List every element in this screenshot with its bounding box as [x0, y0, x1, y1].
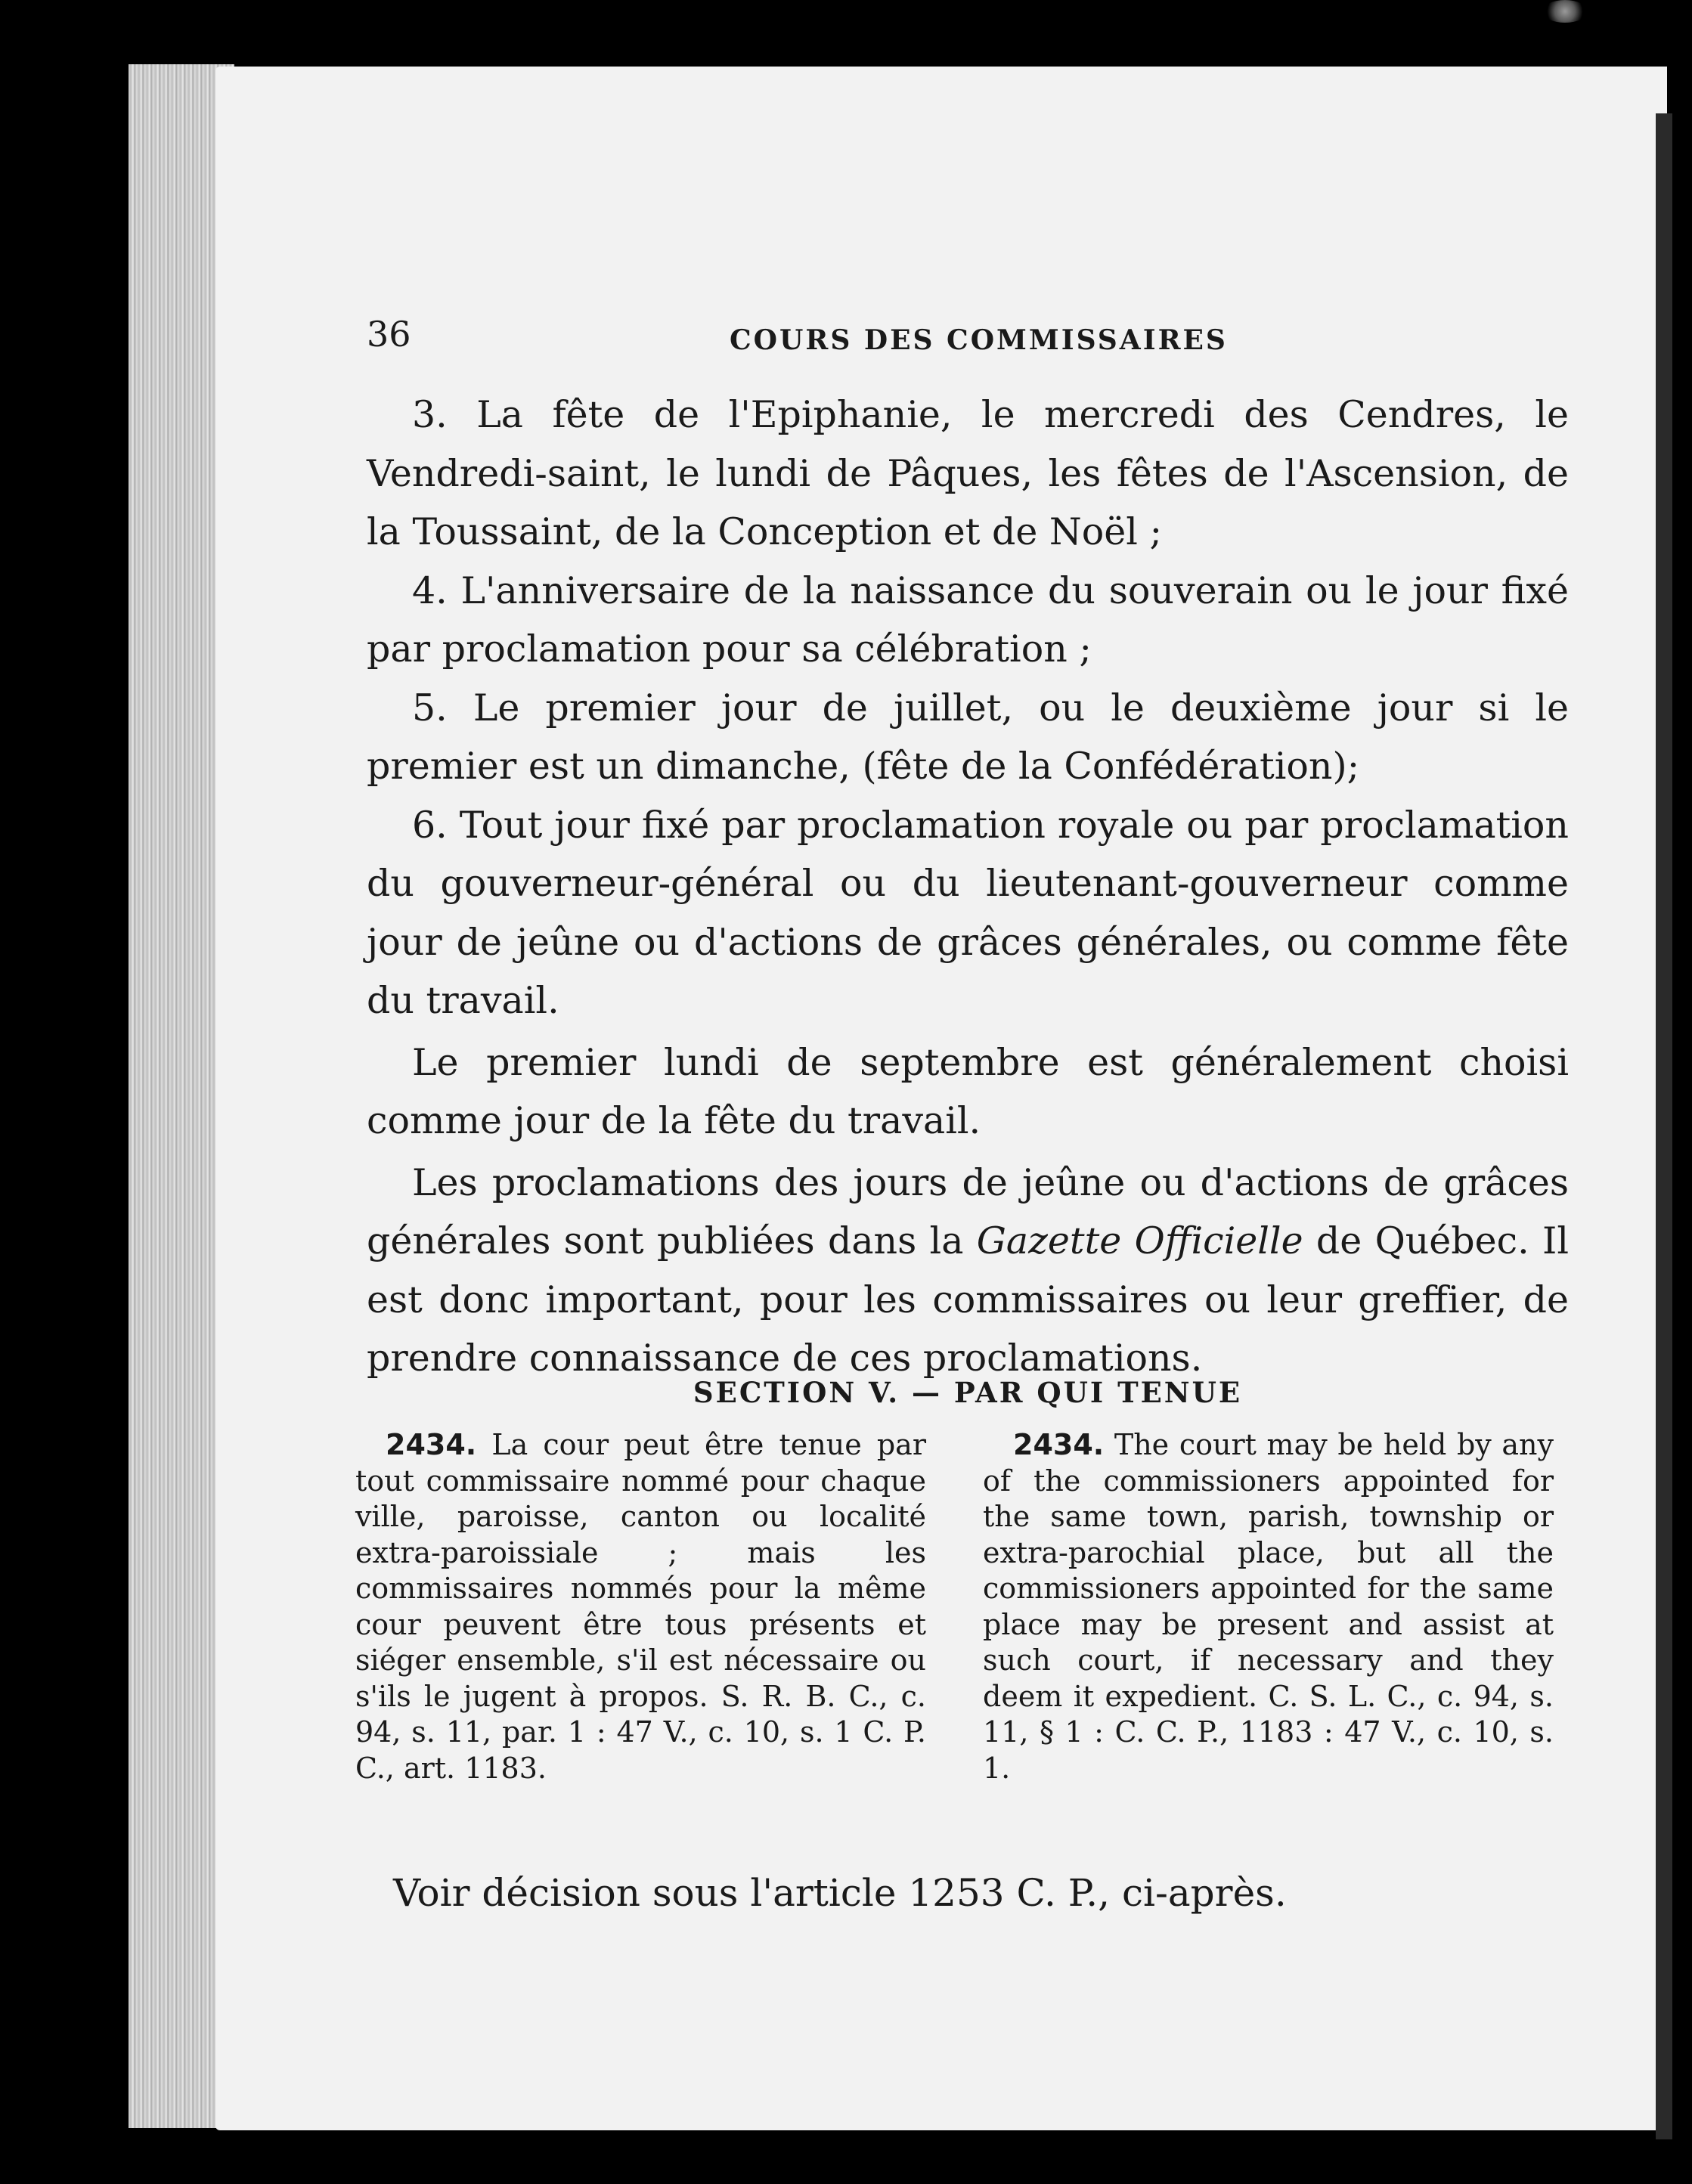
article-french — [355, 1427, 926, 1786]
paragraph-labor-day: Le premier lundi de septembre est généralement choisi comme jour de la fête du travail. — [367, 1040, 1569, 1142]
footnote: Voir décision sous l'article 1253 C. P., ci-après. — [393, 1871, 1287, 1915]
item-6: 6. Tout jour fixé par proclamation royale ou par proclamation du gouverneur-général ou du lieutenant-gouverneur comme jour de jeûne ou d'actions de grâces générales, ou comme fête du travail. — [367, 803, 1569, 1022]
article-en-text: The court may be held by any of the commissioners appointed for the same town, parish, township or extra-parochial place, but all the commissioners appointed for the same place may be present and assist at such court, if necessary and they deem it expedient. C. S. L. C., c. 94, s. 11, § 1 : C. C. P., 1183 : 47 V., c. 10, s. 1. — [983, 1428, 1554, 1785]
paragraph-gazette — [367, 1154, 1569, 1388]
article-english — [983, 1427, 1554, 1786]
page-number: 36 — [367, 314, 411, 355]
item-3: 3. La fête de l'Epiphanie, le mercredi des Cendres, le Vendredi-saint, le lundi de Pâques, les fêtes de l'Ascension, de la Toussaint, de la Conception et de Noël ; — [367, 393, 1569, 553]
article-fr-paragraph — [355, 1427, 926, 1786]
item-5: 5. Le premier jour de juillet, ou le deuxième jour si le premier est un dimanche, (fête de la Confédération); — [367, 686, 1569, 788]
scan-speck — [1542, 0, 1588, 23]
article-fr-text: La cour peut être tenue par tout commissaire nommé pour chaque ville, paroisse, canton ou localité extra-paroissiale ; mais les commissaires nommés pour la même cour peuvent être tous présents et siéger ensemble, s'il est nécessaire ou s'ils le jugent à propos. S. R. B. C., c. 94, s. 11, par. 1 : 47 V., c. 10, s. 1 C. P. C., art. 1183. — [355, 1428, 926, 1785]
item-4: 4. L'anniversaire de la naissance du souverain ou le jour fixé par proclamation pour sa célébration ; — [367, 568, 1569, 671]
gazette-text-after: de Québec. Il est donc important, pour les commissaires ou leur greffier, de prendre connaissance de ces proclamations. — [367, 1219, 1570, 1380]
article-fr-number: 2434. — [386, 1428, 477, 1461]
page-shadow — [1656, 113, 1672, 2139]
article-en-paragraph — [983, 1427, 1554, 1786]
section-heading: SECTION V. — PAR QUI TENUE — [693, 1376, 1243, 1409]
article-en-number: 2434. — [1013, 1428, 1105, 1461]
gazette-text-before: Les proclamations des jours de jeûne ou d'actions de grâces générales sont publiées dans la — [367, 1160, 1569, 1262]
gazette-title: Gazette Officielle — [976, 1219, 1303, 1262]
body-text — [367, 386, 1569, 1388]
page-header — [367, 314, 1546, 359]
running-title: COURS DES COMMISSAIRES — [730, 324, 1228, 356]
